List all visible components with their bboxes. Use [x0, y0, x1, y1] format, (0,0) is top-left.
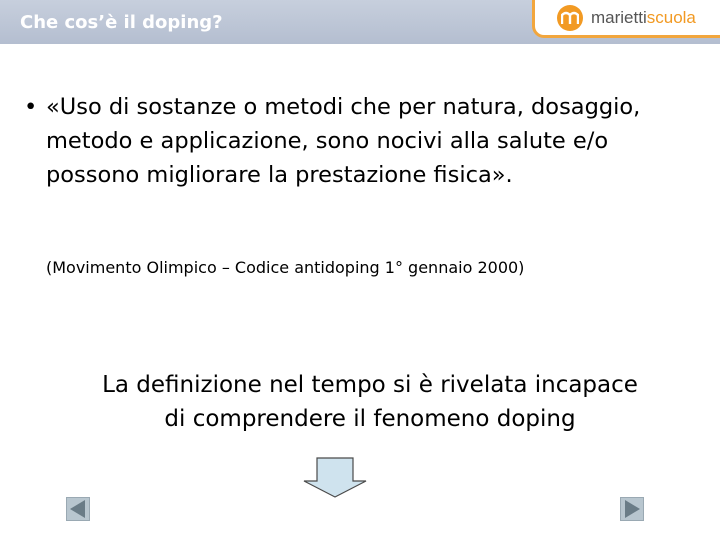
previous-slide-button[interactable]: [66, 497, 90, 525]
slide-title: Che cos’è il doping?: [20, 12, 223, 33]
quote-source: (Movimento Olimpico – Codice antidoping 1° gennaio 2000): [46, 258, 525, 277]
definition-line-1: La definizione nel tempo si è rivelata incapace: [102, 372, 638, 398]
publisher-logo: [532, 0, 720, 38]
definition-note: [30, 368, 710, 436]
next-slide-icon: [620, 497, 644, 521]
bullet-icon: •: [24, 94, 38, 120]
logo-text-marietti: marietti: [591, 8, 647, 27]
previous-slide-icon: [66, 497, 90, 521]
definition-line-2: di comprendere il fenomeno doping: [164, 406, 576, 432]
logo-text-scuola: scuola: [646, 8, 696, 27]
marietti-logo-icon: [557, 5, 583, 31]
logo-text: [591, 8, 696, 28]
next-slide-button[interactable]: [620, 497, 644, 525]
down-arrow-icon: [302, 457, 368, 503]
slide-header: [0, 0, 720, 44]
doping-definition-quote: «Uso di sostanze o metodi che per natura, dosaggio, metodo e applicazione, sono nocivi alla salute e/o possono migliorare la prestazione fisica».: [46, 94, 641, 188]
